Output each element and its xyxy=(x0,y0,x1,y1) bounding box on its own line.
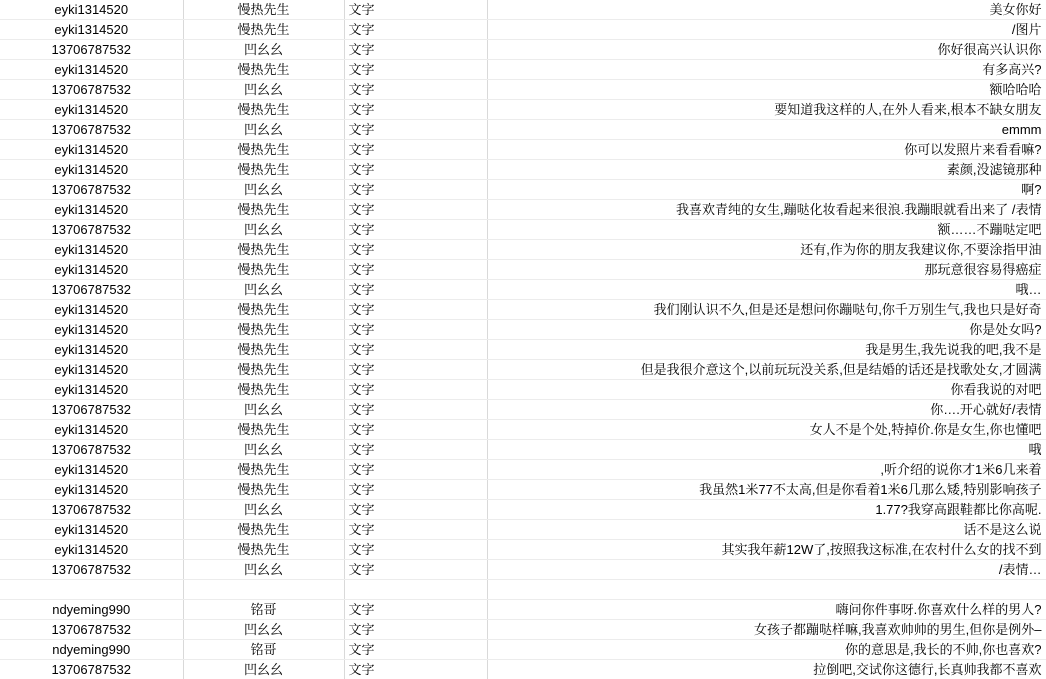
cell-type: 文字 xyxy=(344,220,487,240)
cell-nickname: 慢热先生 xyxy=(183,60,344,80)
table-row xyxy=(0,260,1046,280)
table-row xyxy=(0,340,1046,360)
cell-message: ,听介绍的说你才1米6几来着 xyxy=(487,460,1046,480)
cell-message: 我虽然1米77不太高,但是你看着1米6几那么矮,特别影响孩子 xyxy=(487,480,1046,500)
table-row xyxy=(0,180,1046,200)
cell-nickname: 凹幺幺 xyxy=(183,560,344,580)
cell-message: 额……不蹦哒定吧 xyxy=(487,220,1046,240)
cell-nickname: 慢热先生 xyxy=(183,380,344,400)
cell-account: eyki1314520 xyxy=(0,60,183,80)
cell-type: 文字 xyxy=(344,380,487,400)
cell-message: 还有,作为你的朋友我建议你,不要涂指甲油 xyxy=(487,240,1046,260)
table-row xyxy=(0,660,1046,679)
table-row xyxy=(0,120,1046,140)
cell-type: 文字 xyxy=(344,200,487,220)
cell-nickname: 慢热先生 xyxy=(183,240,344,260)
cell-nickname: 凹幺幺 xyxy=(183,400,344,420)
cell-account: eyki1314520 xyxy=(0,340,183,360)
cell-nickname: 慢热先生 xyxy=(183,520,344,540)
table-row xyxy=(0,40,1046,60)
cell-message: 有多高兴? xyxy=(487,60,1046,80)
cell-empty xyxy=(344,580,487,600)
cell-message: 素颜,没滤镜那种 xyxy=(487,160,1046,180)
cell-message: 美女你好 xyxy=(487,0,1046,20)
cell-type: 文字 xyxy=(344,240,487,260)
table-row xyxy=(0,60,1046,80)
cell-nickname: 凹幺幺 xyxy=(183,620,344,640)
cell-message: 啊? xyxy=(487,180,1046,200)
cell-account: eyki1314520 xyxy=(0,0,183,20)
cell-nickname: 凹幺幺 xyxy=(183,120,344,140)
cell-message: /图片 xyxy=(487,20,1046,40)
cell-nickname: 慢热先生 xyxy=(183,300,344,320)
table-row xyxy=(0,640,1046,660)
table-row xyxy=(0,600,1046,620)
cell-account: eyki1314520 xyxy=(0,200,183,220)
cell-account: eyki1314520 xyxy=(0,460,183,480)
cell-nickname: 凹幺幺 xyxy=(183,660,344,679)
table-row xyxy=(0,20,1046,40)
cell-type: 文字 xyxy=(344,60,487,80)
cell-nickname: 凹幺幺 xyxy=(183,280,344,300)
cell-nickname: 凹幺幺 xyxy=(183,80,344,100)
cell-type: 文字 xyxy=(344,560,487,580)
cell-account: eyki1314520 xyxy=(0,480,183,500)
cell-type: 文字 xyxy=(344,140,487,160)
cell-message: 我是男生,我先说我的吧,我不是 xyxy=(487,340,1046,360)
cell-message: 嗨问你件事呀.你喜欢什么样的男人? xyxy=(487,600,1046,620)
cell-account: 13706787532 xyxy=(0,660,183,679)
cell-account: 13706787532 xyxy=(0,220,183,240)
cell-message: /表情… xyxy=(487,560,1046,580)
cell-nickname: 铭哥 xyxy=(183,640,344,660)
cell-account: 13706787532 xyxy=(0,500,183,520)
cell-type: 文字 xyxy=(344,440,487,460)
cell-account: 13706787532 xyxy=(0,400,183,420)
cell-account: eyki1314520 xyxy=(0,520,183,540)
cell-type: 文字 xyxy=(344,100,487,120)
table-row xyxy=(0,240,1046,260)
cell-account: ndyeming990 xyxy=(0,640,183,660)
cell-account: eyki1314520 xyxy=(0,540,183,560)
table-row xyxy=(0,300,1046,320)
cell-type: 文字 xyxy=(344,420,487,440)
cell-account: eyki1314520 xyxy=(0,160,183,180)
cell-type: 文字 xyxy=(344,660,487,679)
table-row xyxy=(0,80,1046,100)
table-row xyxy=(0,280,1046,300)
cell-type: 文字 xyxy=(344,280,487,300)
cell-nickname: 铭哥 xyxy=(183,600,344,620)
cell-type: 文字 xyxy=(344,0,487,20)
table-row xyxy=(0,500,1046,520)
cell-type: 文字 xyxy=(344,540,487,560)
cell-message: 你看我说的对吧 xyxy=(487,380,1046,400)
cell-type: 文字 xyxy=(344,600,487,620)
cell-message: 你好很高兴认识你 xyxy=(487,40,1046,60)
cell-account: 13706787532 xyxy=(0,180,183,200)
cell-nickname: 慢热先生 xyxy=(183,540,344,560)
cell-nickname: 慢热先生 xyxy=(183,480,344,500)
cell-account: 13706787532 xyxy=(0,80,183,100)
cell-message: 哦… xyxy=(487,280,1046,300)
cell-message: 你是处女吗? xyxy=(487,320,1046,340)
cell-account: eyki1314520 xyxy=(0,260,183,280)
cell-account: ndyeming990 xyxy=(0,600,183,620)
cell-message: 话不是这么说 xyxy=(487,520,1046,540)
cell-type: 文字 xyxy=(344,160,487,180)
cell-type: 文字 xyxy=(344,20,487,40)
cell-account: eyki1314520 xyxy=(0,380,183,400)
cell-type: 文字 xyxy=(344,40,487,60)
table-row xyxy=(0,460,1046,480)
cell-type: 文字 xyxy=(344,640,487,660)
cell-nickname: 凹幺幺 xyxy=(183,180,344,200)
cell-nickname: 慢热先生 xyxy=(183,100,344,120)
cell-nickname: 慢热先生 xyxy=(183,0,344,20)
table-row xyxy=(0,140,1046,160)
cell-type: 文字 xyxy=(344,180,487,200)
cell-nickname: 慢热先生 xyxy=(183,260,344,280)
cell-account: eyki1314520 xyxy=(0,420,183,440)
cell-message: 你….开心就好/表情 xyxy=(487,400,1046,420)
table-row xyxy=(0,320,1046,340)
cell-nickname: 凹幺幺 xyxy=(183,440,344,460)
cell-type: 文字 xyxy=(344,360,487,380)
table-row xyxy=(0,520,1046,540)
table-row xyxy=(0,480,1046,500)
table-row xyxy=(0,400,1046,420)
cell-account: eyki1314520 xyxy=(0,140,183,160)
cell-account: eyki1314520 xyxy=(0,360,183,380)
cell-type: 文字 xyxy=(344,260,487,280)
cell-nickname: 凹幺幺 xyxy=(183,500,344,520)
cell-message: 我们刚认识不久,但是还是想问你蹦哒句,你千万别生气,我也只是好奇 xyxy=(487,300,1046,320)
cell-message: 女人不是个处,特掉价.你是女生,你也懂吧 xyxy=(487,420,1046,440)
cell-type: 文字 xyxy=(344,500,487,520)
cell-account: 13706787532 xyxy=(0,40,183,60)
table-row xyxy=(0,540,1046,560)
cell-type: 文字 xyxy=(344,620,487,640)
cell-type: 文字 xyxy=(344,320,487,340)
cell-message: 哦 xyxy=(487,440,1046,460)
cell-type: 文字 xyxy=(344,340,487,360)
cell-message: 但是我很介意这个,以前玩玩没关系,但是结婚的话还是找歌处女,才圆满 xyxy=(487,360,1046,380)
table-row xyxy=(0,620,1046,640)
cell-type: 文字 xyxy=(344,460,487,480)
cell-type: 文字 xyxy=(344,300,487,320)
cell-account: 13706787532 xyxy=(0,560,183,580)
cell-account: eyki1314520 xyxy=(0,100,183,120)
table-row xyxy=(0,100,1046,120)
cell-empty xyxy=(0,580,183,600)
cell-type: 文字 xyxy=(344,400,487,420)
cell-type: 文字 xyxy=(344,520,487,540)
cell-nickname: 慢热先生 xyxy=(183,460,344,480)
table-row xyxy=(0,560,1046,580)
cell-type: 文字 xyxy=(344,120,487,140)
cell-account: 13706787532 xyxy=(0,620,183,640)
cell-message: 拉倒吧,交试你这德行,长真帅我都不喜欢 xyxy=(487,660,1046,679)
table-row xyxy=(0,220,1046,240)
cell-message: 其实我年薪12W了,按照我这标准,在农村什么女的找不到 xyxy=(487,540,1046,560)
cell-nickname: 慢热先生 xyxy=(183,140,344,160)
cell-message: 你可以发照片来看看嘛? xyxy=(487,140,1046,160)
cell-account: eyki1314520 xyxy=(0,300,183,320)
table-row xyxy=(0,440,1046,460)
cell-nickname: 慢热先生 xyxy=(183,20,344,40)
cell-nickname: 慢热先生 xyxy=(183,420,344,440)
table-row xyxy=(0,0,1046,20)
cell-nickname: 慢热先生 xyxy=(183,160,344,180)
cell-account: 13706787532 xyxy=(0,440,183,460)
cell-nickname: 凹幺幺 xyxy=(183,40,344,60)
cell-type: 文字 xyxy=(344,480,487,500)
cell-account: eyki1314520 xyxy=(0,320,183,340)
cell-nickname: 慢热先生 xyxy=(183,200,344,220)
cell-message: 你的意思是,我长的不帅,你也喜欢? xyxy=(487,640,1046,660)
cell-nickname: 慢热先生 xyxy=(183,320,344,340)
cell-account: eyki1314520 xyxy=(0,240,183,260)
cell-message: 额哈哈哈 xyxy=(487,80,1046,100)
table-row xyxy=(0,360,1046,380)
table-row-spacer xyxy=(0,580,1046,600)
cell-empty xyxy=(183,580,344,600)
table-row xyxy=(0,160,1046,180)
cell-type: 文字 xyxy=(344,80,487,100)
cell-empty xyxy=(487,580,1046,600)
cell-nickname: 慢热先生 xyxy=(183,340,344,360)
cell-account: 13706787532 xyxy=(0,280,183,300)
cell-nickname: 凹幺幺 xyxy=(183,220,344,240)
table-row xyxy=(0,200,1046,220)
cell-message: 要知道我这样的人,在外人看来,根本不缺女朋友 xyxy=(487,100,1046,120)
cell-message: emmm xyxy=(487,120,1046,140)
cell-account: 13706787532 xyxy=(0,120,183,140)
cell-message: 我喜欢青纯的女生,蹦哒化妆看起来很浪.我蹦眼就看出来了 /表情 xyxy=(487,200,1046,220)
cell-account: eyki1314520 xyxy=(0,20,183,40)
cell-nickname: 慢热先生 xyxy=(183,360,344,380)
table-row xyxy=(0,380,1046,400)
cell-message: 那玩意很容易得癌症 xyxy=(487,260,1046,280)
cell-message: 1.77?我穿高跟鞋都比你高呢. xyxy=(487,500,1046,520)
cell-message: 女孩子都蹦哒样嘛,我喜欢帅帅的男生,但你是例外– xyxy=(487,620,1046,640)
table-row xyxy=(0,420,1046,440)
